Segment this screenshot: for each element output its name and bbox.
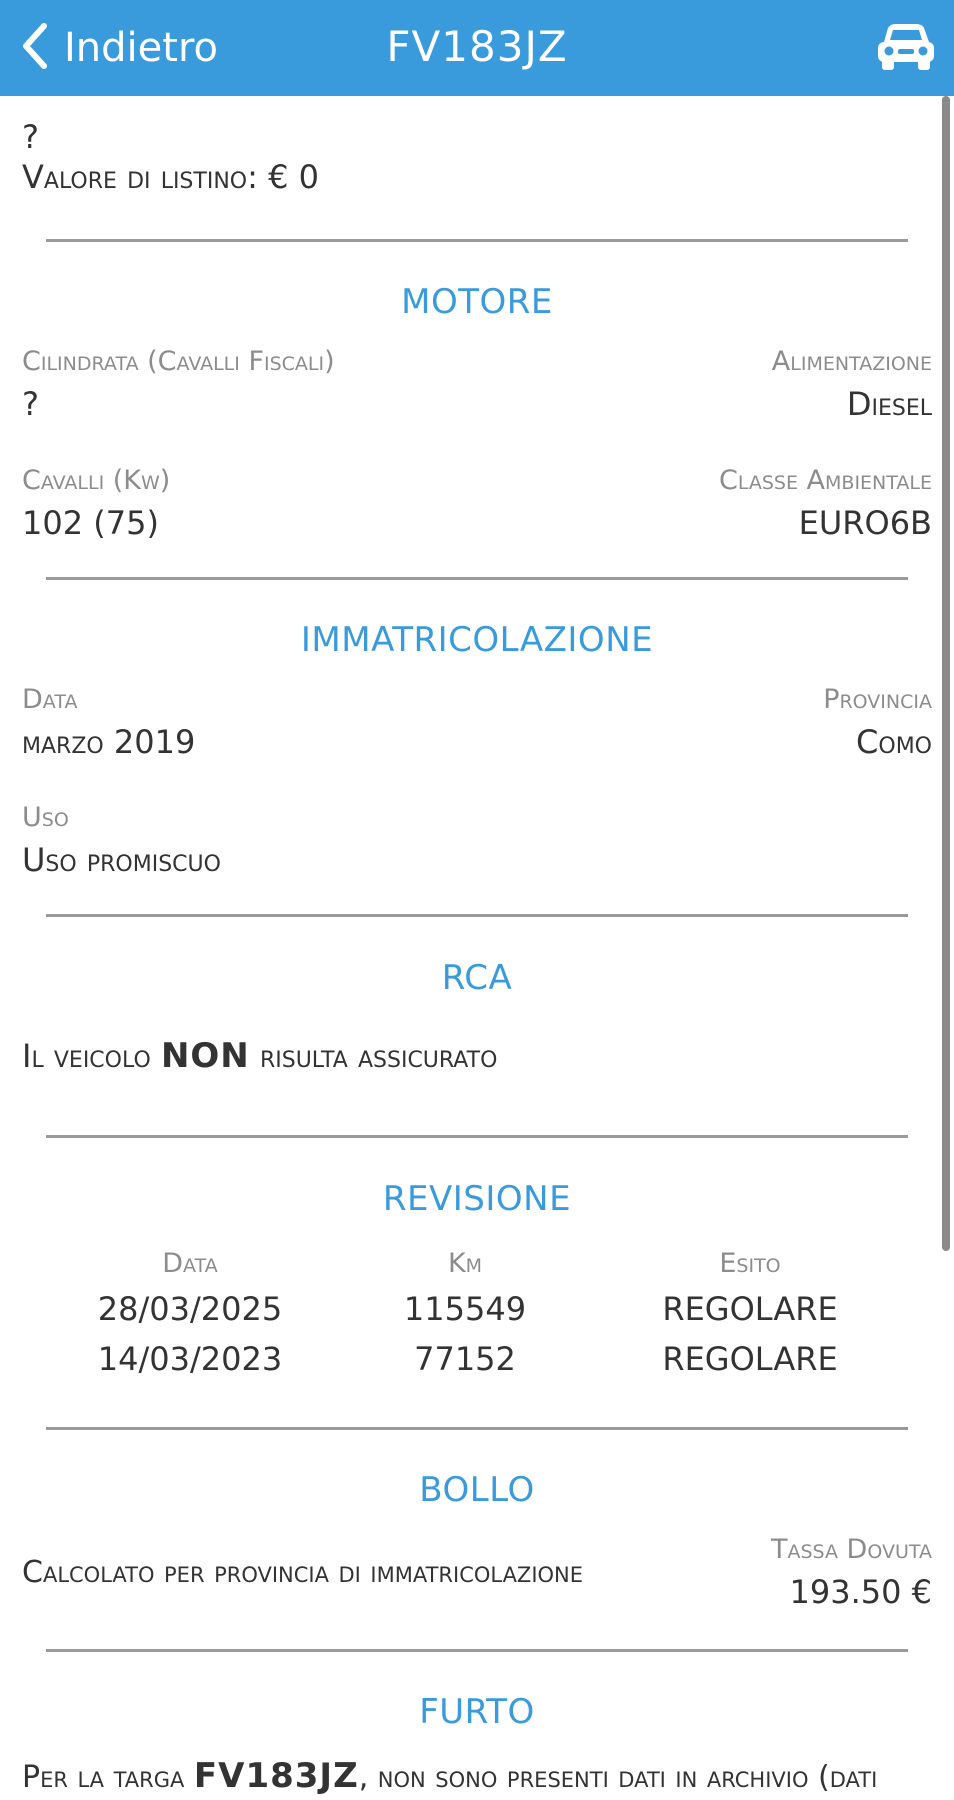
furto-text-before: Per la targa bbox=[22, 1760, 194, 1795]
furto-status bbox=[22, 1756, 932, 1796]
navigation-bar bbox=[0, 0, 954, 96]
rca-text-before: Il veicolo bbox=[22, 1037, 161, 1075]
revisione-km-cell: 77152 bbox=[414, 1340, 516, 1378]
furto-text-after: , non sono presenti dati in archivio (dati bbox=[358, 1760, 878, 1795]
alimentazione-value: Diesel bbox=[846, 385, 932, 423]
page-title: FV183JZ bbox=[386, 22, 568, 71]
uso-value: Uso promiscuo bbox=[22, 841, 221, 879]
rca-text-after: risulta assicurato bbox=[249, 1037, 498, 1075]
bollo-row bbox=[22, 1534, 932, 1611]
provincia-field bbox=[823, 684, 932, 761]
divider bbox=[46, 577, 908, 580]
uso-field bbox=[22, 802, 221, 879]
listino-value: € 0 bbox=[268, 158, 319, 196]
section-title-immatricolazione: IMMATRICOLAZIONE bbox=[300, 620, 654, 660]
furto-plate: FV183JZ bbox=[193, 1756, 359, 1796]
column-header-km: Km bbox=[447, 1248, 483, 1279]
cavalli-label: Cavalli (Kw) bbox=[22, 465, 171, 496]
data-label: Data bbox=[22, 684, 78, 715]
back-button-label: Indietro bbox=[64, 25, 218, 71]
revisione-km-cell: 115549 bbox=[403, 1290, 527, 1328]
tassa-dovuta-field bbox=[771, 1534, 932, 1611]
table-row bbox=[60, 1290, 890, 1340]
section-title-rca: RCA bbox=[441, 958, 513, 998]
rca-status bbox=[22, 1036, 932, 1076]
section-title-furto: FURTO bbox=[419, 1692, 535, 1732]
uso-label: Uso bbox=[22, 802, 69, 833]
tassa-dovuta-label: Tassa Dovuta bbox=[771, 1534, 932, 1565]
alimentazione-label: Alimentazione bbox=[771, 346, 932, 377]
column-header-esito: Esito bbox=[719, 1248, 781, 1279]
provincia-label: Provincia bbox=[823, 684, 932, 715]
table-row bbox=[60, 1340, 890, 1390]
car-icon[interactable] bbox=[876, 22, 936, 72]
rca-text-strong: NON bbox=[160, 1036, 250, 1076]
cilindrata-field bbox=[22, 346, 335, 423]
revisione-table bbox=[60, 1248, 890, 1390]
section-title-revisione: REVISIONE bbox=[382, 1179, 572, 1219]
provincia-value: Como bbox=[856, 723, 932, 761]
section-title-motore: MOTORE bbox=[401, 282, 553, 322]
motore-row-2 bbox=[22, 465, 932, 542]
divider bbox=[46, 914, 908, 917]
cilindrata-label: Cilindrata (Cavalli Fiscali) bbox=[22, 346, 335, 377]
cavalli-field bbox=[22, 465, 170, 542]
classe-ambientale-label: Classe Ambientale bbox=[718, 465, 932, 496]
divider bbox=[46, 1427, 908, 1430]
revisione-header-row bbox=[60, 1248, 890, 1290]
divider bbox=[46, 1135, 908, 1138]
bollo-description: Calcolato per provincia di immatricolazione bbox=[22, 1555, 584, 1590]
listino-line bbox=[22, 158, 932, 196]
revisione-esito-cell: REGOLARE bbox=[662, 1340, 838, 1378]
motore-row-1 bbox=[22, 346, 932, 423]
cilindrata-value: ? bbox=[22, 385, 39, 423]
unknown-model: ? bbox=[22, 118, 39, 156]
revisione-data-cell: 14/03/2023 bbox=[97, 1340, 283, 1378]
tassa-dovuta-value: 193.50 € bbox=[789, 1573, 932, 1611]
scrollbar[interactable] bbox=[942, 96, 950, 1251]
data-value: marzo 2019 bbox=[22, 723, 196, 761]
revisione-data-cell: 28/03/2025 bbox=[97, 1290, 283, 1328]
immatricolazione-row-2 bbox=[22, 802, 932, 879]
classe-ambientale-value: EURO6B bbox=[798, 504, 932, 542]
section-title-bollo: BOLLO bbox=[419, 1470, 535, 1510]
column-header-data: Data bbox=[162, 1248, 218, 1279]
data-immatricolazione-field bbox=[22, 684, 195, 761]
listino-label: Valore di listino: bbox=[22, 158, 258, 196]
immatricolazione-row-1 bbox=[22, 684, 932, 761]
classe-ambientale-field bbox=[719, 465, 932, 542]
cavalli-value: 102 (75) bbox=[22, 504, 159, 542]
revisione-esito-cell: REGOLARE bbox=[662, 1290, 838, 1328]
alimentazione-field bbox=[772, 346, 932, 423]
divider bbox=[46, 1649, 908, 1652]
divider bbox=[46, 239, 908, 242]
